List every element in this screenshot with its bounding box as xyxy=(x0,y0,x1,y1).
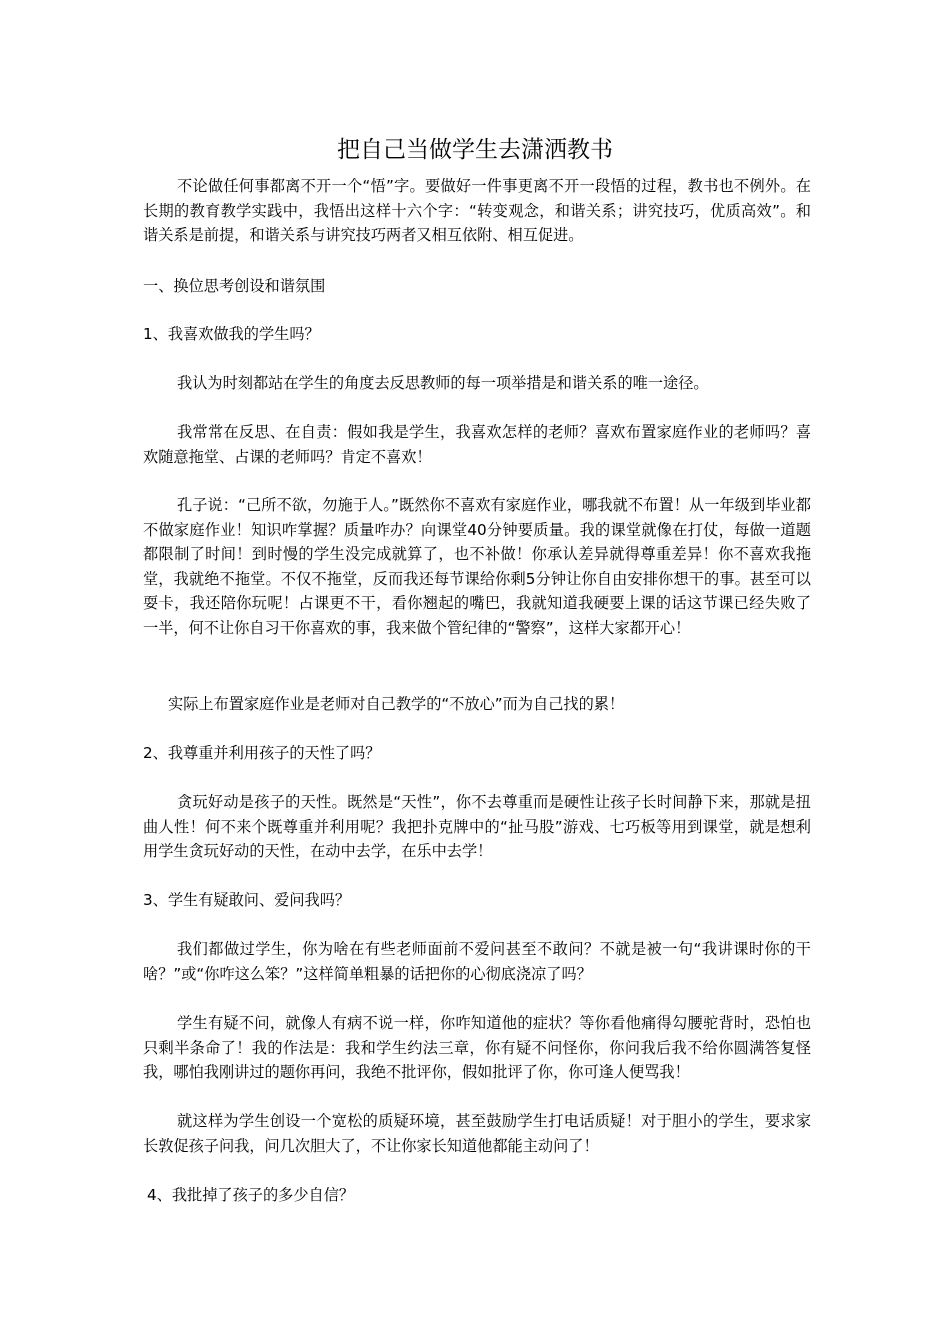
section-heading-1: 一、换位思考创设和谐氛围 xyxy=(143,277,326,295)
paragraph-1: 我认为时刻都站在学生的角度去反思教师的每一项举措是和谐关系的唯一途径。 xyxy=(177,374,709,392)
paragraph-2: 我常常在反思、在自责：假如我是学生，我喜欢怎样的老师？喜欢布置家庭作业的老师吗？喜欢随意拖堂、占课的老师吗？肯定不喜欢！ xyxy=(143,423,811,466)
question-heading-1: 1、我喜欢做我的学生吗？ xyxy=(143,325,320,343)
document-title: 把自己当做学生去潇洒教书 xyxy=(337,137,613,163)
paragraph-4: 实际上布置家庭作业是老师对自己教学的“不放心”而为自己找的累！ xyxy=(168,695,625,713)
intro-paragraph: 不论做任何事都离不开一个“悟”字。要做好一件事更离不开一段悟的过程，教书也不例外。在长期的教育教学实践中，我悟出这样十六个字：“转变观念，和谐关系；讲究技巧，优质高效”。和谐关系是前提，和谐关系与讲究技巧两者又相互依附、相互促进。 xyxy=(143,177,811,245)
paragraph-5: 贪玩好动是孩子的天性。既然是“天性”，你不去尊重而是硬性让孩子长时间静下来，那就是扭曲人性！何不来个既尊重并利用呢？我把扑克牌中的“扯马股”游戏、七巧板等用到课堂，就是想利用学生贪玩好动的天性，在动中去学，在乐中去学！ xyxy=(143,793,811,861)
paragraph-6: 我们都做过学生，你为啥在有些老师面前不爱问甚至不敢问？不就是被一句“我讲课时你的干啥？”或“你咋这么笨？”这样简单粗暴的话把你的心彻底浇凉了吗？ xyxy=(143,940,811,983)
question-heading-2: 2、我尊重并利用孩子的天性了吗？ xyxy=(143,744,381,762)
question-heading-3: 3、学生有疑敢问、爱问我吗？ xyxy=(143,891,351,909)
question-heading-4: 4、我批掉了孩子的多少自信？ xyxy=(147,1186,355,1204)
paragraph-8: 就这样为学生创设一个宽松的质疑环境，甚至鼓励学生打电话质疑！对于胆小的学生，要求家长敦促孩子问我，问几次胆大了，不让你家长知道他都能主动问了！ xyxy=(143,1112,811,1155)
paragraph-3: 孔子说：“己所不欲，勿施于人。”既然你不喜欢有家庭作业，哪我就不布置！从一年级到毕业都不做家庭作业！知识咋掌握？质量咋办？向课堂40分钟要质量。我的课堂就像在打仗，每做一道题都限制了时间！到时慢的学生没完成就算了，也不补做！你承认差异就得尊重差异！你不喜欢我拖堂，我就绝不拖堂。不仅不拖堂，反而我还每节课给你剩5分钟让你自由安排你想干的事。甚至可以耍卡，我还陪你玩呢！占课更不干，看你翘起的嘴巴，我就知道我硬要上课的话这节课已经失败了一半，何不让你自习干你喜欢的事，我来做个管纪律的“警察”，这样大家都开心！ xyxy=(143,496,811,637)
paragraph-7: 学生有疑不问，就像人有病不说一样，你咋知道他的症状？等你看他痛得勾腰驼背时，恐怕也只剩半条命了！我的作法是：我和学生约法三章，你有疑不问怪你，你问我后我不给你圆满答复怪我，哪怕我刚讲过的题你再问，我绝不批评你，假如批评了你，你可逢人便骂我！ xyxy=(143,1014,811,1082)
